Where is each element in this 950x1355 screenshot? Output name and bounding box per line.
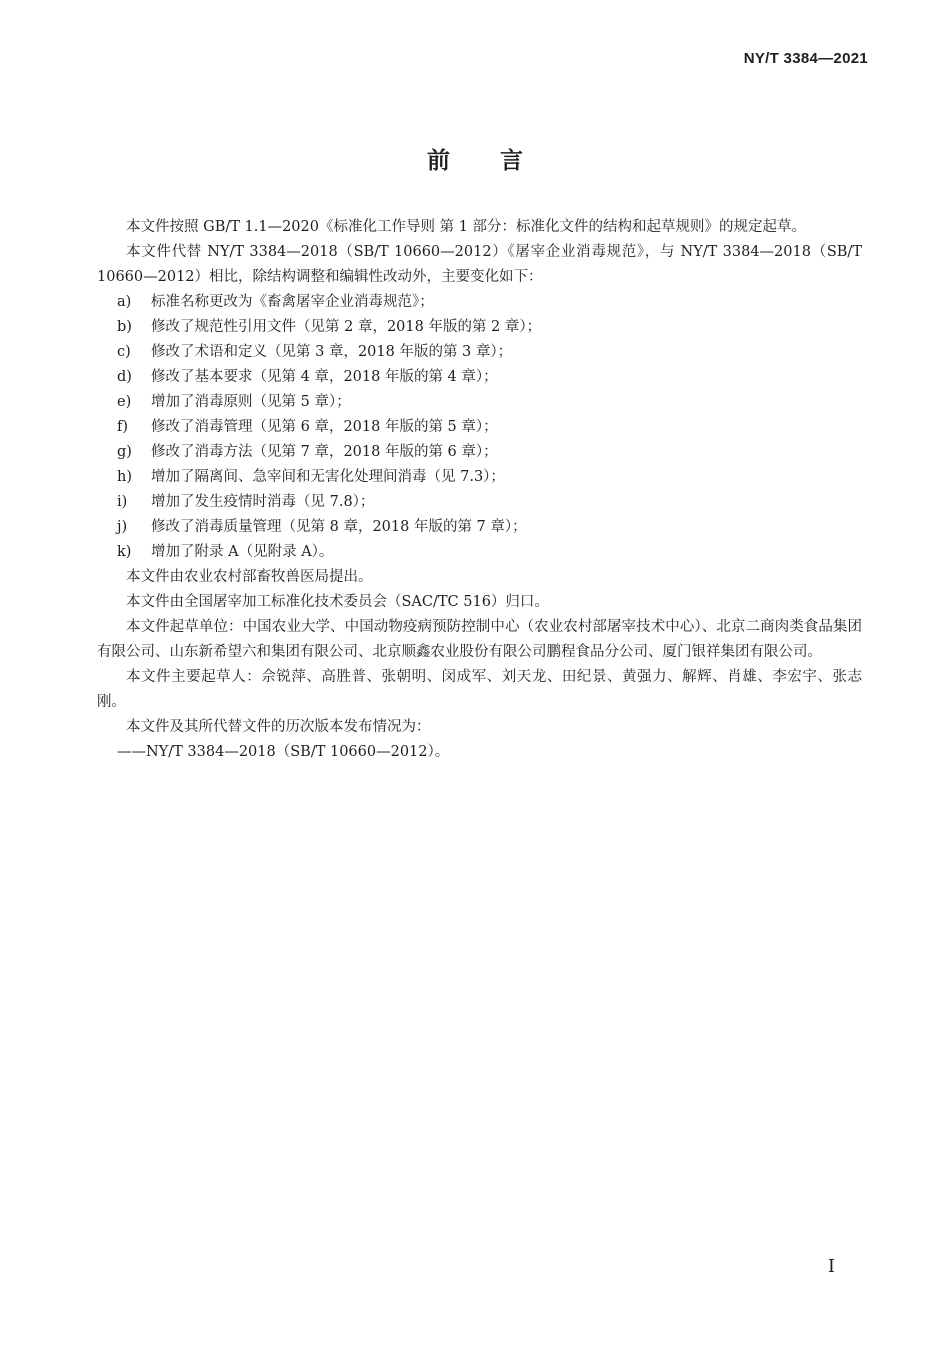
list-marker: g) [117,444,132,460]
list-item-text: 修改了消毒管理（见第 6 章，2018 年版的第 5 章）； [151,419,498,435]
list-item-text: 修改了术语和定义（见第 3 章，2018 年版的第 3 章）； [151,344,513,360]
document-body [97,215,862,765]
list-marker: h) [117,469,132,485]
list-item [97,465,862,490]
list-marker: c) [117,344,131,360]
list-marker: e) [117,394,132,410]
paragraph: 本文件按照 GB/T 1.1—2020《标准化工作导则 第 1 部分：标准化文件的结构和起草规则》的规定起草。 [126,219,807,235]
list-item-text: 增加了附录 A（见附录 A）。 [151,544,334,560]
paragraph: 本文件及其所代替文件的历次版本发布情况为： [126,719,431,735]
list-item [97,365,862,390]
list-marker: b) [117,319,132,335]
paragraph: 本文件主要起草人：佘锐萍、高胜普、张朝明、闵成军、刘天龙、田纪景、黄强力、解辉、肖雄、李宏宇、张志刚。 [97,669,862,710]
paragraph: 本文件起草单位：中国农业大学、中国动物疫病预防控制中心（农业农村部屠宰技术中心）、北京二商肉类食品集团有限公司、山东新希望六和集团有限公司、北京顺鑫农业股份有限公司鹏程食品分公司、厦门银祥集团有限公司。 [97,619,862,660]
paragraph: 本文件由全国屠宰加工标准化技术委员会（SAC/TC 516）归口。 [126,594,549,610]
list-item [97,515,862,540]
list-item [97,490,862,515]
list-item [97,390,862,415]
list-item-text: 增加了发生疫情时消毒（见 7.8）； [151,494,375,510]
page-number: I [827,1256,835,1277]
list-item-text: 修改了规范性引用文件（见第 2 章，2018 年版的第 2 章）； [151,319,542,335]
list-item-text: 修改了基本要求（见第 4 章，2018 年版的第 4 章）； [151,369,498,385]
list-item-text: 增加了消毒原则（见第 5 章）； [151,394,351,410]
list-item-text: 修改了消毒质量管理（见第 8 章，2018 年版的第 7 章）； [151,519,527,535]
list-marker: k) [117,544,132,560]
list-marker: i) [117,494,128,510]
list-item [97,540,862,565]
list-item [97,315,862,340]
paragraph: 本文件代替 NY/T 3384—2018（SB/T 10660—2012）《屠宰企业消毒规范》，与 NY/T 3384—2018（SB/T 10660—2012）相比，除结构调整和编辑性改动外，主要变化如下： [97,244,862,285]
changes-list [97,290,862,565]
list-item-text: 标准名称更改为《畜禽屠宰企业消毒规范》； [151,294,434,310]
list-marker: d) [117,369,132,385]
list-item [97,340,862,365]
list-item [97,415,862,440]
list-item-text: 增加了隔离间、急宰间和无害化处理间消毒（见 7.3）； [151,469,505,485]
page-title: 前言 [427,148,573,174]
paragraph: 本文件由农业农村部畜牧兽医局提出。 [126,569,373,585]
list-marker: j) [117,519,128,535]
list-item [97,440,862,465]
list-marker: a) [117,294,132,310]
document-code: NY/T 3384—2021 [743,50,868,67]
list-item [97,290,862,315]
list-marker: f) [117,419,129,435]
list-item-text: 修改了消毒方法（见第 7 章，2018 年版的第 6 章）； [151,444,498,460]
history-entry: ——NY/T 3384—2018（SB/T 10660—2012）。 [117,744,450,760]
